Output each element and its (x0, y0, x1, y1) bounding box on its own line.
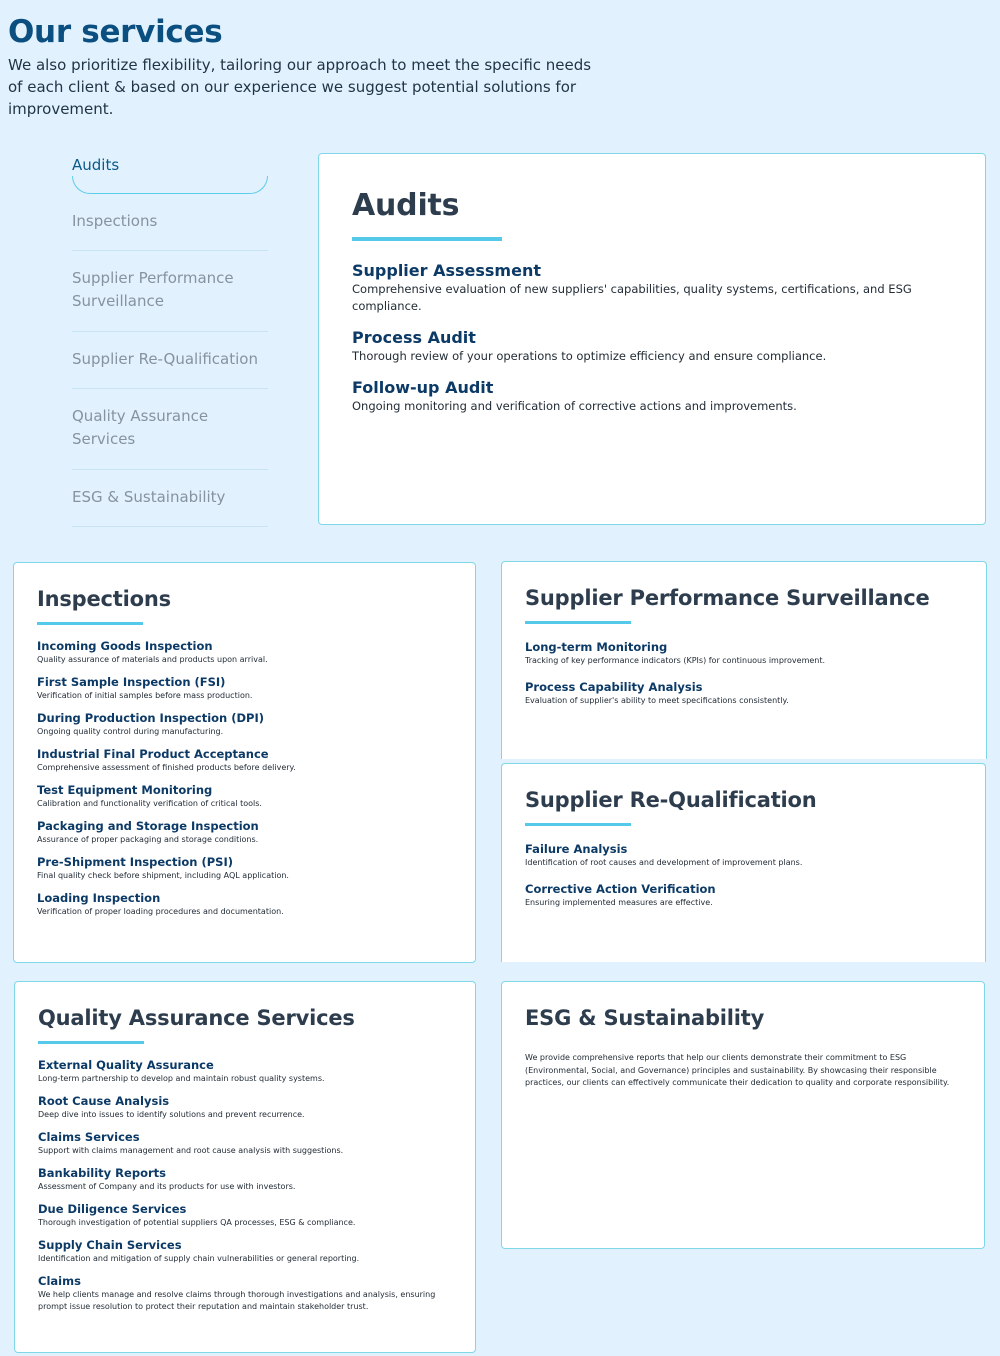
service-item (525, 640, 986, 667)
service-item (37, 747, 475, 774)
item-title: Root Cause Analysis (38, 1094, 170, 1108)
item-description: Long-term partnership to develop and maintain robust quality systems. (38, 1074, 325, 1083)
item-title: External Quality Assurance (38, 1058, 214, 1072)
service-item (525, 882, 985, 909)
tab-supplier-re-qualification[interactable] (72, 332, 268, 389)
item-title: Follow-up Audit (352, 378, 494, 397)
item-title: Packaging and Storage Inspection (37, 819, 259, 833)
service-item (37, 675, 475, 702)
item-description: Quality assurance of materials and products upon arrival. (37, 655, 268, 664)
supplier-re-qualification-card (501, 763, 986, 962)
card-title: Supplier Re-Qualification (525, 788, 817, 812)
item-description: Assessment of Company and its products for use with investors. (38, 1182, 296, 1191)
tab-quality-assurance-services[interactable] (72, 389, 268, 470)
item-title: During Production Inspection (DPI) (37, 711, 264, 725)
item-description: Verification of proper loading procedures and documentation. (37, 907, 284, 916)
item-description: Evaluation of supplier's ability to meet specifications consistently. (525, 696, 789, 705)
service-item (37, 819, 475, 846)
page-title: Our services (8, 14, 223, 50)
card-title: Audits (352, 188, 460, 223)
service-item (37, 891, 475, 918)
item-title: Process Capability Analysis (525, 680, 703, 694)
tab-label: ESG & Sustainability (72, 488, 226, 506)
tab-audits[interactable] (72, 150, 268, 194)
item-title: Claims Services (38, 1130, 140, 1144)
tab-label: Supplier Performance Surveillance (72, 269, 234, 310)
title-underline (352, 237, 502, 241)
card-title: Inspections (37, 587, 171, 611)
service-item (38, 1130, 475, 1157)
service-item (352, 261, 932, 315)
active-tab-indicator (72, 176, 268, 194)
service-item (525, 680, 986, 707)
item-title: Long-term Monitoring (525, 640, 668, 654)
item-title: Incoming Goods Inspection (37, 639, 213, 653)
service-item (38, 1202, 475, 1229)
card-title: Supplier Performance Surveillance (525, 586, 930, 610)
service-item (37, 639, 475, 666)
item-description: Thorough review of your operations to optimize efficiency and ensure compliance. (352, 349, 827, 363)
item-title: Corrective Action Verification (525, 882, 716, 896)
item-title: Bankability Reports (38, 1166, 166, 1180)
service-item (38, 1058, 475, 1085)
item-title: Failure Analysis (525, 842, 628, 856)
title-underline (525, 823, 631, 826)
tab-supplier-performance-surveillance[interactable] (72, 251, 268, 332)
tab-label: Quality Assurance Services (72, 407, 209, 448)
item-description: We help clients manage and resolve claims through thorough investigations and analysis, ensuring prompt issue resolution to protect their reputation and maintain stakeholder trust. (38, 1290, 436, 1311)
esg-description: We provide comprehensive reports that help our clients demonstrate their commitment to ESG (Environmental, Social, and Governance) principles and sustainability. By showcasing their responsible practices, our clients can effectively communicate their dedication to quality and corporate responsibility. (525, 1053, 950, 1087)
item-description: Identification and mitigation of supply chain vulnerabilities or general reporting. (38, 1254, 360, 1263)
item-description: Comprehensive assessment of finished products before delivery. (37, 763, 296, 772)
item-description: Comprehensive evaluation of new suppliers' capabilities, quality systems, certifications, and ESG compliance. (352, 282, 912, 313)
item-description: Tracking of key performance indicators (KPIs) for continuous improvement. (525, 656, 826, 665)
inspections-card (13, 562, 476, 963)
card-title: ESG & Sustainability (525, 1006, 765, 1030)
item-title: Supplier Assessment (352, 261, 541, 280)
tab-label: Supplier Re-Qualification (72, 350, 258, 368)
card-title: Quality Assurance Services (38, 1006, 355, 1030)
item-title: First Sample Inspection (FSI) (37, 675, 226, 689)
item-title: Loading Inspection (37, 891, 161, 905)
service-item (37, 711, 475, 738)
service-item (352, 328, 932, 365)
audits-card (318, 153, 986, 525)
item-title: Test Equipment Monitoring (37, 783, 213, 797)
item-description: Ongoing quality control during manufacturing. (37, 727, 224, 736)
item-description: Support with claims management and root cause analysis with suggestions. (38, 1146, 344, 1155)
service-item (38, 1274, 475, 1313)
item-description: Ongoing monitoring and verification of corrective actions and improvements. (352, 399, 797, 413)
title-underline (37, 622, 143, 625)
title-underline (525, 621, 631, 624)
item-title: Industrial Final Product Acceptance (37, 747, 269, 761)
service-item (37, 783, 475, 810)
tab-esg-sustainability[interactable] (72, 470, 268, 527)
service-item (37, 855, 475, 882)
title-underline (38, 1041, 144, 1044)
service-item (38, 1238, 475, 1265)
item-description: Thorough investigation of potential suppliers QA processes, ESG & compliance. (38, 1218, 356, 1227)
esg-sustainability-card (501, 981, 985, 1249)
quality-assurance-services-card (14, 981, 476, 1353)
item-title: Supply Chain Services (38, 1238, 182, 1252)
item-description: Identification of root causes and development of improvement plans. (525, 858, 803, 867)
page-intro: We also prioritize flexibility, tailoring our approach to meet the specific needs of each client & based on our experience we suggest potential solutions for improvement. (8, 56, 592, 118)
service-item (352, 378, 932, 415)
item-title: Pre-Shipment Inspection (PSI) (37, 855, 233, 869)
item-description: Verification of initial samples before mass production. (37, 691, 253, 700)
item-title: Claims (38, 1274, 81, 1288)
item-description: Assurance of proper packaging and storage conditions. (37, 835, 259, 844)
item-description: Calibration and functionality verification of critical tools. (37, 799, 262, 808)
tab-label: Audits (72, 156, 120, 174)
supplier-performance-surveillance-card (501, 561, 987, 759)
tab-label: Inspections (72, 212, 158, 230)
item-title: Due Diligence Services (38, 1202, 187, 1216)
item-description: Final quality check before shipment, including AQL application. (37, 871, 289, 880)
service-item (38, 1166, 475, 1193)
service-item (38, 1094, 475, 1121)
item-description: Deep dive into issues to identify solutions and prevent recurrence. (38, 1110, 305, 1119)
services-tab-nav (72, 150, 268, 527)
item-description: Ensuring implemented measures are effective. (525, 898, 713, 907)
tab-inspections[interactable] (72, 194, 268, 251)
service-item (525, 842, 985, 869)
item-title: Process Audit (352, 328, 476, 347)
